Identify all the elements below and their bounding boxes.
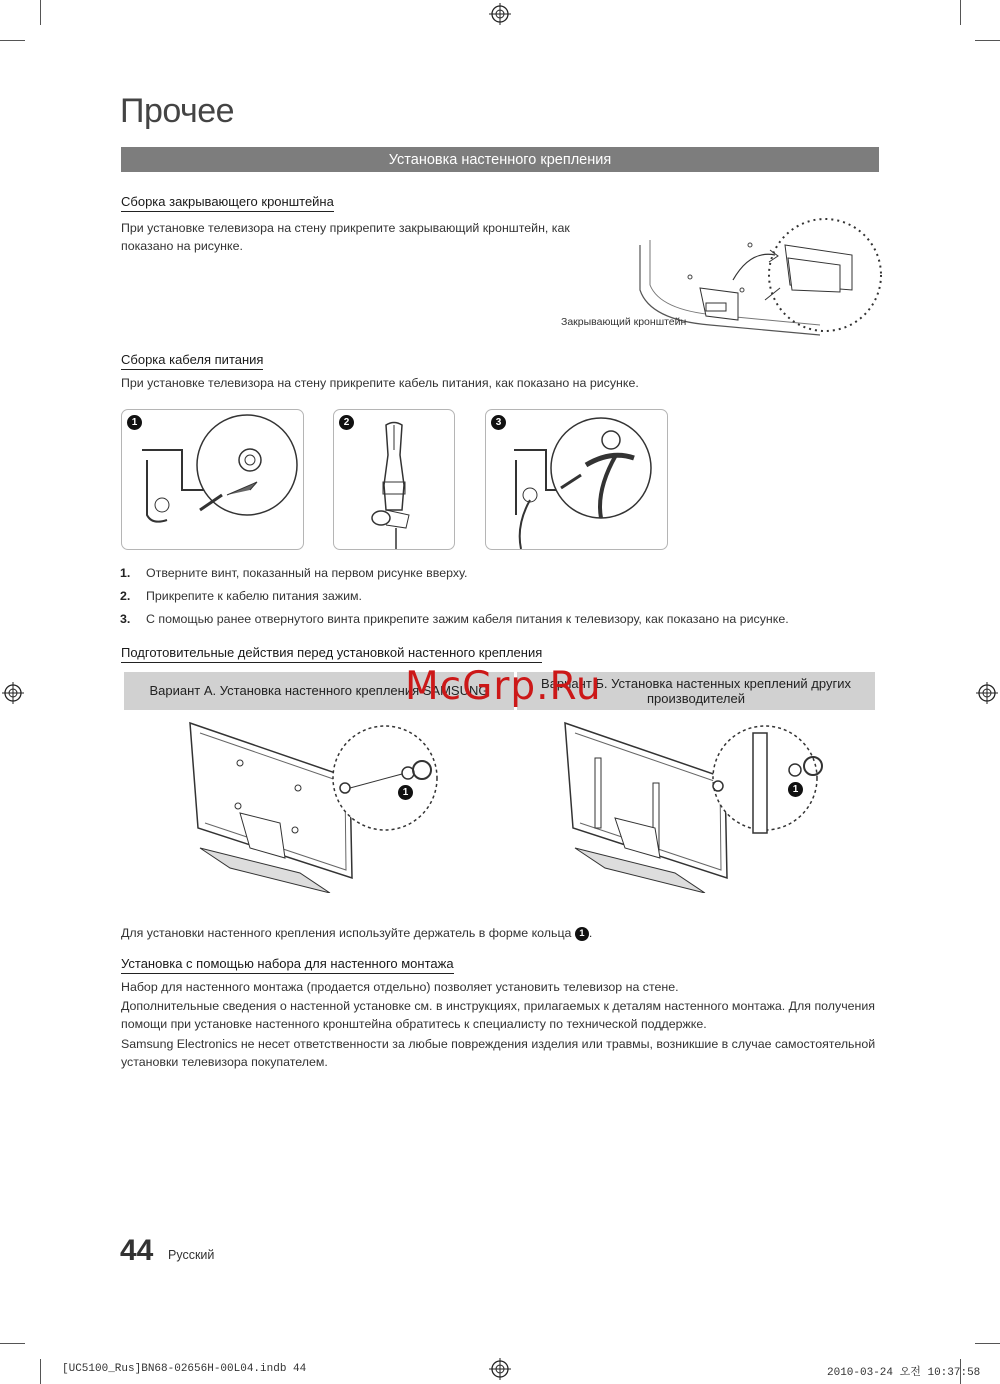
kit-paragraph-3: Samsung Electronics не несет ответственности за любые повреждения изделия или травмы, возникшие в случае самостоятельной установки телевизора покупателем.: [121, 1037, 876, 1069]
step-number: 1.: [120, 566, 131, 580]
cable-panel-2: [333, 409, 455, 550]
crop-mark: [960, 0, 961, 25]
registration-mark-icon: [489, 1358, 511, 1380]
screw-removal-illustration-icon: [122, 410, 303, 549]
step-marker-1: 1: [127, 415, 142, 430]
note-text: Для установки настенного крепления используйте держатель в форме кольца: [121, 926, 572, 940]
crop-mark: [40, 1359, 41, 1384]
cover-bracket-heading: Сборка закрывающего кронштейна: [121, 194, 334, 212]
crop-mark: [975, 1343, 1000, 1344]
step-number: 3.: [120, 612, 131, 626]
option-b-line: Вариант Б. Установка настенных креплений других: [541, 676, 851, 691]
registration-mark-icon: [976, 682, 998, 704]
ring-marker: 1: [575, 927, 589, 941]
other-mount-figure: [555, 718, 835, 893]
step-marker-2: 2: [339, 415, 354, 430]
page-language: Русский: [168, 1248, 215, 1262]
cable-clamp-illustration-icon: [334, 410, 454, 549]
cable-panel-1: [121, 409, 304, 550]
section-banner: Установка настенного крепления: [121, 147, 879, 172]
print-file-info: [UC5100_Rus]BN68-02656H-00L04.indb 44: [62, 1363, 307, 1375]
list-item: [120, 566, 467, 580]
registration-mark-icon: [2, 682, 24, 704]
cable-attach-illustration-icon: [486, 410, 667, 549]
ring-holder-note: [121, 924, 592, 942]
cover-bracket-figure: [620, 210, 882, 350]
power-cable-heading: Сборка кабеля питания: [121, 352, 263, 370]
cable-panel-3: [485, 409, 668, 550]
prep-heading: Подготовительные действия перед установкой настенного крепления: [121, 645, 542, 663]
list-item: [120, 589, 362, 603]
cover-bracket-label: Закрывающий кронштейн: [561, 316, 687, 328]
option-a-header: Вариант А. Установка настенного крепления SAMSUNG: [124, 672, 514, 710]
watermark: McGrp.Ru: [405, 664, 602, 709]
cover-bracket-text: При установке телевизора на стену прикрепите закрывающий кронштейн, как показано на рисунке.: [121, 221, 570, 253]
step-text: Прикрепите к кабелю питания зажим.: [146, 589, 362, 603]
crop-mark: [975, 40, 1000, 41]
step-marker-3: 3: [491, 415, 506, 430]
page-title: Прочее: [120, 92, 235, 130]
power-cable-text: При установке телевизора на стену прикрепите кабель питания, как показано на рисунке.: [121, 376, 639, 390]
ring-marker: 1: [788, 782, 803, 797]
print-timestamp: 2010-03-24 오전 10:37:58: [827, 1367, 981, 1379]
note-end: .: [588, 926, 593, 940]
page-number: 44: [120, 1234, 154, 1267]
kit-paragraph-1: Набор для настенного монтажа (продается отдельно) позволяет установить телевизор на стене.: [121, 980, 679, 994]
list-item: [120, 612, 789, 626]
crop-mark: [0, 40, 25, 41]
kit-paragraph-2: Дополнительные сведения о настенной установке см. в инструкциях, прилагаемых к деталям настенного монтажа. Для получения помощи при установке настенного кронштейна обратитесь к специалисту по технической поддержке.: [121, 999, 876, 1031]
registration-mark-icon: [489, 3, 511, 25]
samsung-mount-figure: [180, 718, 460, 893]
step-text: Отверните винт, показанный на первом рисунке вверху.: [146, 566, 468, 580]
ring-marker: 1: [398, 785, 413, 800]
kit-heading: Установка с помощью набора для настенного монтажа: [121, 956, 454, 974]
crop-mark: [0, 1343, 25, 1344]
option-b-line: производителей: [647, 691, 745, 706]
step-number: 2.: [120, 589, 131, 603]
step-text: С помощью ранее отвернутого винта прикрепите зажим кабеля питания к телевизору, как показано на рисунке.: [146, 612, 789, 626]
crop-mark: [40, 0, 41, 25]
